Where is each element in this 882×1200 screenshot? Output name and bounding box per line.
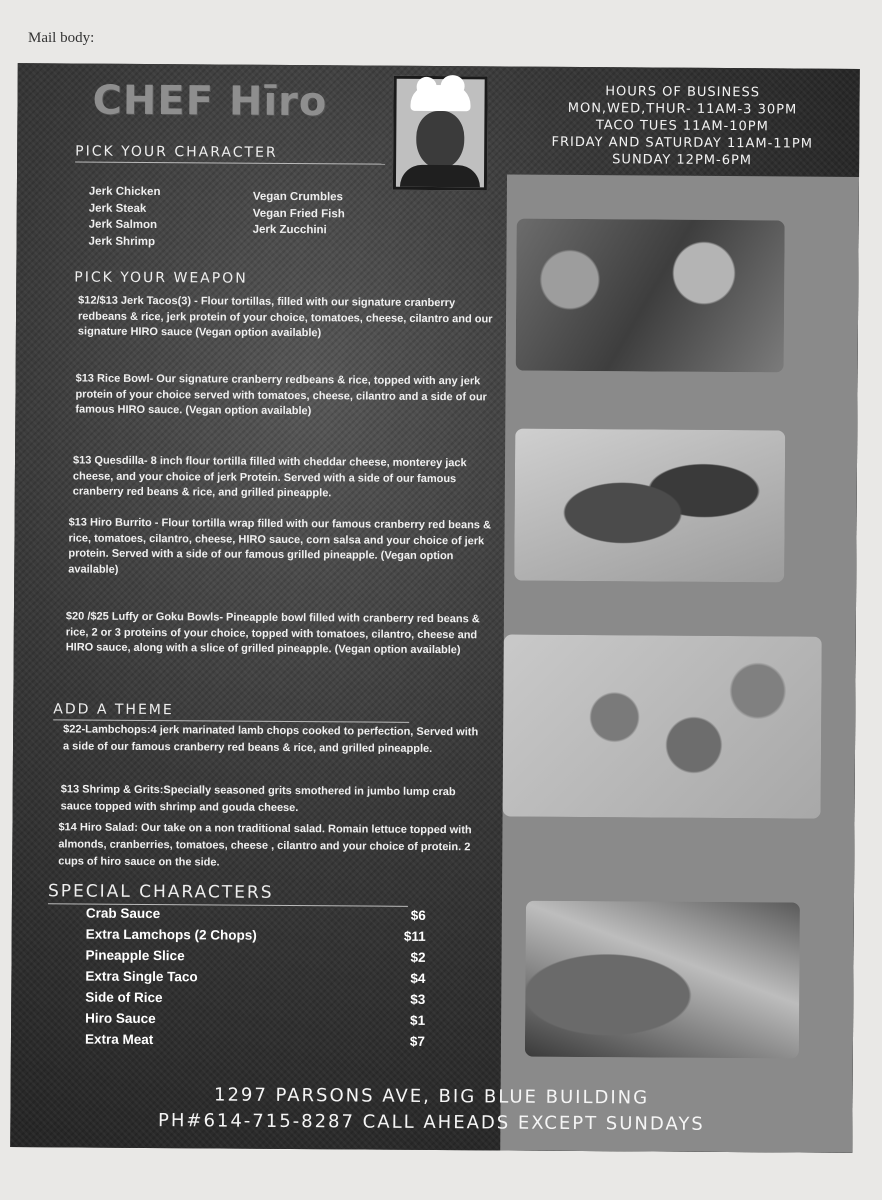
hours-line: TACO TUES 11AM-10PM: [595, 118, 769, 135]
side-item-name: Crab Sauce: [85, 905, 161, 922]
theme-shrimp-grits: $13 Shrimp & Grits:Specially seasoned grits smothered in jumbo lump crab sauce topped with shrimp and gouda cheese.: [60, 783, 456, 815]
side-item-name: Side of Rice: [85, 989, 163, 1006]
character-item: Vegan Crumbles: [252, 190, 344, 204]
special-characters-heading: [48, 881, 408, 907]
theme-hiro-salad: $14 Hiro Salad: Our take on a non traditional salad. Romain lettuce topped with almonds, cranberries, tomatoes, cheese , cilantro and your choice of protein. 2 cups of hiro sauce on the side.: [58, 821, 472, 869]
theme-lambchops: $22-Lambchops:4 jerk marinated lamb chops cooked to perfection, Served with a side of our famous cranberry red beans & rice, and grilled pineapple.: [62, 723, 479, 755]
character-item: Jerk Steak: [88, 202, 147, 215]
character-item: Jerk Shrimp: [88, 235, 156, 248]
shrimp-grits-photo: [503, 634, 822, 818]
hours-line: MON,WED,THUR- 11AM-3 30PM: [567, 100, 798, 118]
pineapple-bowl-photo: [525, 901, 800, 1059]
side-item-price: $7: [409, 1033, 426, 1049]
address-line: 1297 PARSONS AVE, BIG BLUE BUILDING: [213, 1084, 650, 1109]
chef-shoulders: [400, 165, 480, 188]
menu-item-hiro-burrito: $13 Hiro Burrito - Flour tortilla wrap filled with our famous cranberry red beans & rice, tomatoes, cilantro, cheese, HIRO sauce, corn salsa and your choice of jerk protein. Served with a side of our famous grilled pineapple. (Vegan option available): [68, 516, 491, 576]
phone-line: PH#614-715-8287 CALL AHEADS EXCEPT SUNDAYS: [157, 1110, 705, 1135]
tacos-photo: [516, 219, 785, 373]
chef-avatar-image: [393, 76, 488, 191]
character-item: Jerk Salmon: [88, 218, 158, 232]
side-item-price: $2: [410, 949, 426, 965]
lambchops-photo: [514, 429, 785, 583]
side-item-row: [85, 1011, 425, 1034]
character-list-1: [88, 184, 160, 250]
menu-item-jerk-tacos: $12/$13 Jerk Tacos(3) - Flour tortillas, filled with our signature cranberry redbeans & rice, jerk protein of your choice, tomatoes, cheese, cilantro and our signature HIRO sauce (Vegan option available): [77, 294, 493, 340]
side-item-price: $4: [410, 970, 426, 986]
hours-line: SUNDAY 12PM-6PM: [612, 152, 753, 169]
hours-line: HOURS OF BUSINESS: [605, 84, 761, 101]
pick-weapon-heading: [74, 269, 274, 286]
add-theme-heading: [53, 701, 409, 722]
chef-face: [416, 111, 464, 169]
side-item-price: $11: [403, 928, 426, 944]
side-item-row: [85, 990, 425, 1013]
side-item-row: [85, 948, 425, 971]
character-item: Jerk Zucchini: [252, 223, 327, 237]
character-item: Jerk Chicken: [88, 185, 161, 199]
side-item-price: $6: [410, 907, 426, 923]
heading-text: SPECIAL CHARACTERS: [47, 881, 274, 903]
character-item: Vegan Fried Fish: [252, 207, 345, 220]
side-item-name: Pineapple Slice: [85, 947, 185, 964]
side-item-price: $1: [410, 1012, 426, 1028]
side-item-row: [85, 1032, 425, 1055]
side-items-list: [85, 906, 426, 1055]
character-list-2: [253, 189, 345, 239]
menu-item-luffy-goku-bowls: $20 /$25 Luffy or Goku Bowls- Pineapple bowl filled with cranberry red beans & rice, 2 or 3 proteins of your choice, topped with tomatoes, cilantro, cheese and HIRO sauce, along with a slice of grilled pineapple. (Vegan option available): [65, 610, 480, 657]
side-item-name: Extra Lamchops (2 Chops): [85, 926, 257, 943]
menu-flyer: [10, 63, 860, 1153]
side-item-row: [86, 906, 426, 929]
menu-item-quesadilla: $13 Quesdilla- 8 inch flour tortilla filled with cheddar cheese, monterey jack cheese, and your choice of jerk Protein. Served with a side of our famous cranberry red beans & rice, and grilled pineapple.: [72, 454, 467, 500]
side-item-name: Hiro Sauce: [85, 1010, 156, 1027]
side-item-name: Extra Meat: [84, 1031, 154, 1048]
chef-hat-icon: [410, 85, 470, 111]
side-item-row: [85, 969, 425, 992]
business-hours: [517, 83, 848, 170]
heading-text: PICK YOUR CHARACTER: [75, 143, 278, 161]
hours-line: FRIDAY AND SATURDAY 11AM-11PM: [551, 134, 813, 152]
side-item-row: [86, 927, 426, 950]
heading-text: PICK YOUR WEAPON: [74, 269, 248, 287]
menu-item-rice-bowl: $13 Rice Bowl- Our signature cranberry redbeans & rice, topped with any jerk protein of your choice served with tomatoes, cheese, cilantro and a side of our famous HIRO sauce. (Vegan option available): [75, 372, 487, 418]
heading-text: ADD A THEME: [53, 701, 174, 719]
heading-underline: [75, 161, 385, 164]
chef-hiro-logo: CHEF Hīro: [92, 77, 328, 126]
pick-character-heading: [75, 143, 385, 164]
side-item-name: Extra Single Taco: [85, 968, 198, 985]
mail-body-label: Mail body:: [28, 30, 95, 46]
side-item-price: $3: [410, 991, 426, 1007]
